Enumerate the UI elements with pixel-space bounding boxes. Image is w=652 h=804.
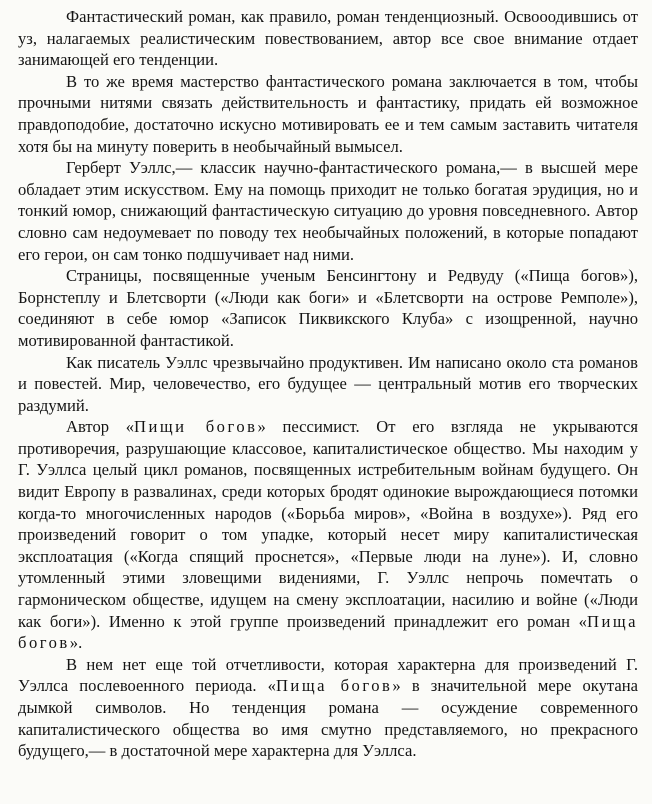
paragraph-2 xyxy=(18,71,638,157)
paragraph-text-middle: » пессимист. От его взгляда не укрываются противоречия, разрушающие классовое, капиталистическое общество. Мы находим у Г. Уэллса целый цикл романов, посвященных истребительным войнам будущего. Он видит Европу в развалинах, среди которых бродят одинокие вырождающиеся потомки когда-то многочисленных народов («Борьба миров», «Война в воздухе»). Ряд его произведений говорит о том упадке, который несет миру капиталистическая эксплоатация («Когда спящий проснется», «Первые люди на луне»). И, словно утомленный этими зловещими видениями, Г. Уэллс непрочь помечтать о гармоническом обществе, идущем на смену эксплоатации, насилию и войне («Люди как боги»). Именно к этой группе произведений принадлежит его роман « xyxy=(18,417,639,631)
paragraph-1 xyxy=(18,6,638,71)
paragraph-6 xyxy=(18,416,638,654)
paragraph-4 xyxy=(18,265,638,351)
paragraph-text-end: ». xyxy=(69,633,83,653)
paragraph-text-start: Автор « xyxy=(66,417,135,437)
paragraph-text: Страницы, посвященные ученым Бенсингтону и Редвуду («Пища богов»), Борнстеплу и Блетсворти («Люди как боги» и «Блетсворти на острове Ремполе»), соединяют в себе юмор «Записок Пиквикского Клуба» с изощренной, научно мотивированной фантастикой. xyxy=(18,266,638,350)
paragraph-text: В то же время мастерство фантастического романа заключается в том, чтобы прочными нитями связать действительность и фантастику, придать ей возможное правдоподобие, достаточно искусно мотивировать ее и тем самым заставить читателя хотя бы на минуту поверить в необычайный вымысел. xyxy=(18,71,638,156)
spaced-book-title: Пища богов xyxy=(275,676,393,696)
paragraph-text-end: » в значительной мере окутана дымкой символов. Но тенденция романа — осуждение современного капиталистического общества во имя смутно представляемого, но прекрасного будущего,— в достаточной мере характерна для Уэллса. xyxy=(18,676,638,761)
spaced-book-title: Пищи богов xyxy=(134,417,258,437)
paragraph-text: Как писатель Уэллс чрезвычайно продуктивен. Им написано около ста романов и повестей. Мир, человечество, его будущее — центральный мотив его творческих раздумий. xyxy=(18,352,638,415)
paragraph-text-start: В нем нет еще той отчетливости, которая характерна для произведений Г. Уэллса послевоенного периода. « xyxy=(18,654,638,696)
paragraph-text: Фантастический роман, как правило, роман тенденциозный. Освооодившись от уз, налагаемых реалистическим повествованием, автор все свое внимание отдает занимающей его тенденции. xyxy=(18,7,638,70)
paragraph-text: Герберт Уэллс,— классик научно-фантастического романа,— в высшей мере обладает этим искусством. Ему на помощь приходит не только богатая эрудиция, но и тонкий юмор, снижающий фантастическую ситуацию до уровня повседневного. Автор словно сам недоумевает по поводу тех необычайных положений, в которые попадают его герои, он сам тонко подшучивает над ними. xyxy=(18,158,638,264)
paragraph-7 xyxy=(18,654,638,762)
paragraph-5 xyxy=(18,352,638,417)
paragraph-3 xyxy=(18,157,638,265)
spaced-book-title: Пища богов xyxy=(18,611,638,653)
